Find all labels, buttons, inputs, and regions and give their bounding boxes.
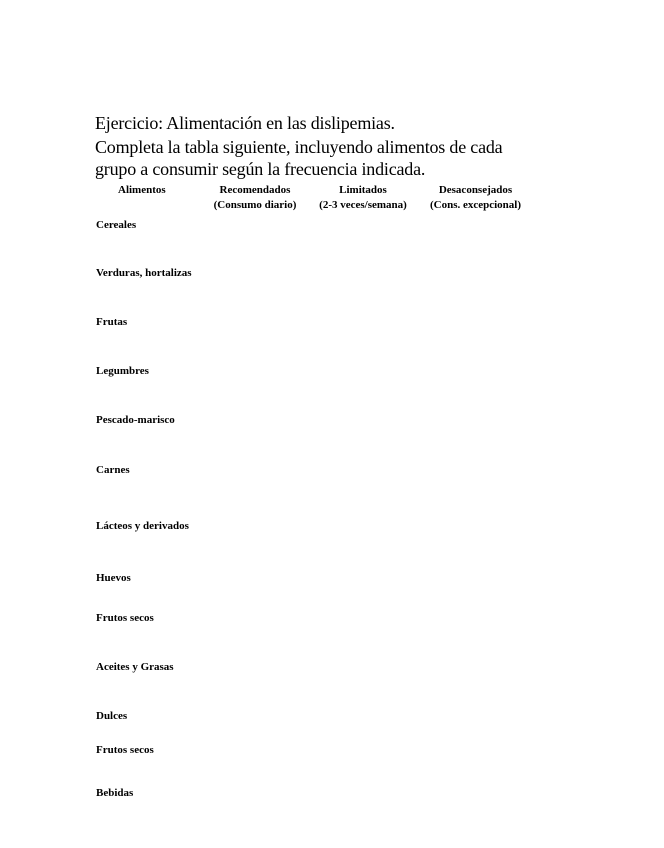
column-header-recomendados xyxy=(204,183,306,213)
column-header-recomendados-label: Recomendados xyxy=(219,184,291,196)
row-label-pescado: Pescado-marisco xyxy=(96,414,175,426)
row-label-frutos-secos: Frutos secos xyxy=(96,612,154,624)
column-header-limitados-sublabel: (2-3 veces/semana) xyxy=(319,199,407,211)
row-label-lacteos: Lácteos y derivados xyxy=(96,520,189,532)
row-label-bebidas: Bebidas xyxy=(96,787,134,799)
exercise-title: Ejercicio: Alimentación en las dislipemias. xyxy=(95,113,395,133)
column-header-limitados-label: Limitados xyxy=(339,184,387,196)
column-header-desaconsejados xyxy=(418,183,533,213)
column-header-recomendados-sublabel: (Consumo diario) xyxy=(213,199,297,211)
row-label-aceites: Aceites y Grasas xyxy=(96,661,174,673)
row-label-verduras: Verduras, hortalizas xyxy=(96,267,192,279)
row-label-cereales: Cereales xyxy=(96,219,137,231)
column-header-alimentos-label: Alimentos xyxy=(118,184,166,196)
row-label-dulces: Dulces xyxy=(96,710,128,722)
instruction-line-2: grupo a consumir según la frecuencia indicada. xyxy=(95,159,426,179)
row-label-frutas: Frutas xyxy=(96,316,128,328)
column-header-desaconsejados-label: Desaconsejados xyxy=(438,184,513,196)
column-header-limitados xyxy=(308,183,418,213)
instruction-line-1: Completa la tabla siguiente, incluyendo alimentos de cada xyxy=(95,137,503,157)
row-label-frutos-secos-2: Frutos secos xyxy=(96,744,154,756)
row-label-legumbres: Legumbres xyxy=(96,365,149,377)
row-label-carnes: Carnes xyxy=(96,464,130,476)
column-header-alimentos xyxy=(118,183,166,198)
column-header-desaconsejados-sublabel: (Cons. excepcional) xyxy=(429,199,522,211)
row-label-huevos: Huevos xyxy=(96,572,131,584)
